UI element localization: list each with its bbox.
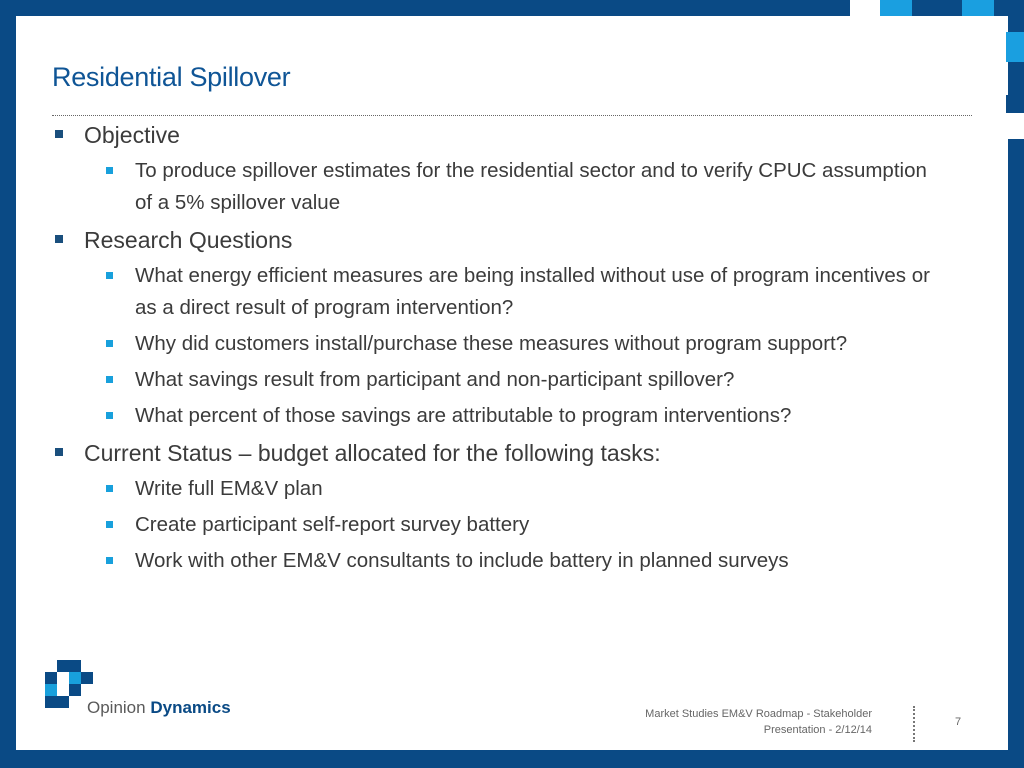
bullet-marker-icon bbox=[55, 448, 63, 456]
decor-square bbox=[1006, 113, 1024, 139]
decor-square bbox=[962, 0, 994, 16]
opinion-dynamics-logo-icon bbox=[45, 660, 93, 708]
sub-bullet-text: To produce spillover estimates for the residential sector and to verify CPUC assumption of a 5% spillover value bbox=[135, 159, 927, 214]
sub-bullet-text: What energy efficient measures are being installed without use of program incentives or as a direct result of program intervention? bbox=[135, 264, 930, 319]
decor-square bbox=[912, 0, 930, 16]
footer-line-2: Presentation - 2/12/14 bbox=[763, 724, 872, 736]
footer-divider bbox=[913, 706, 915, 742]
sub-bullet-item bbox=[135, 155, 945, 219]
sub-bullet-item bbox=[135, 364, 945, 396]
bullet-text: Research Questions bbox=[84, 227, 293, 253]
footer-presentation-info bbox=[645, 706, 872, 738]
bullet-text: Objective bbox=[84, 122, 180, 148]
slide-title: Residential Spillover bbox=[52, 62, 291, 92]
page-number: 7 bbox=[955, 716, 962, 728]
bullet-text: Current Status – budget allocated for the following tasks: bbox=[84, 440, 661, 466]
sub-bullet-marker-icon bbox=[106, 272, 113, 279]
sub-bullet-marker-icon bbox=[106, 521, 113, 528]
sub-bullet-marker-icon bbox=[106, 167, 113, 174]
footer-line-1: Market Studies EM&V Roadmap - Stakeholder bbox=[645, 708, 872, 720]
bullet-list bbox=[0, 118, 1000, 581]
bullet-marker-icon bbox=[55, 130, 63, 138]
title-divider bbox=[52, 115, 972, 116]
sub-bullet-marker-icon bbox=[106, 340, 113, 347]
sub-bullet-text: What percent of those savings are attributable to program interventions? bbox=[135, 404, 792, 427]
sub-bullet-item bbox=[135, 400, 945, 432]
sub-bullet-item bbox=[135, 473, 945, 505]
sub-bullet-text: Write full EM&V plan bbox=[135, 477, 323, 500]
sub-bullet-text: Work with other EM&V consultants to include battery in planned surveys bbox=[135, 549, 789, 572]
sub-bullet-item bbox=[135, 328, 945, 360]
bullet-item bbox=[84, 223, 1000, 255]
sub-bullet-item bbox=[135, 260, 945, 324]
logo-name-light: Opinion bbox=[87, 698, 146, 717]
sub-bullet-marker-icon bbox=[106, 485, 113, 492]
sub-bullet-text: What savings result from participant and non-participant spillover? bbox=[135, 368, 735, 391]
decor-square bbox=[1006, 95, 1024, 113]
sub-bullet-text: Why did customers install/purchase these measures without program support? bbox=[135, 332, 848, 355]
sub-bullet-marker-icon bbox=[106, 376, 113, 383]
sub-bullet-text: Create participant self-report survey battery bbox=[135, 513, 530, 536]
sub-bullet-marker-icon bbox=[106, 412, 113, 419]
logo-wordmark bbox=[87, 698, 231, 718]
decor-square bbox=[850, 0, 880, 16]
sub-bullet-item bbox=[135, 509, 945, 541]
bullet-marker-icon bbox=[55, 235, 63, 243]
logo-name-bold: Dynamics bbox=[150, 698, 231, 717]
sub-bullet-item bbox=[135, 545, 945, 577]
sub-bullet-marker-icon bbox=[106, 557, 113, 564]
bullet-item bbox=[84, 118, 1000, 150]
decor-square bbox=[880, 0, 912, 16]
bullet-item bbox=[84, 436, 1000, 468]
decor-square bbox=[1006, 32, 1024, 62]
